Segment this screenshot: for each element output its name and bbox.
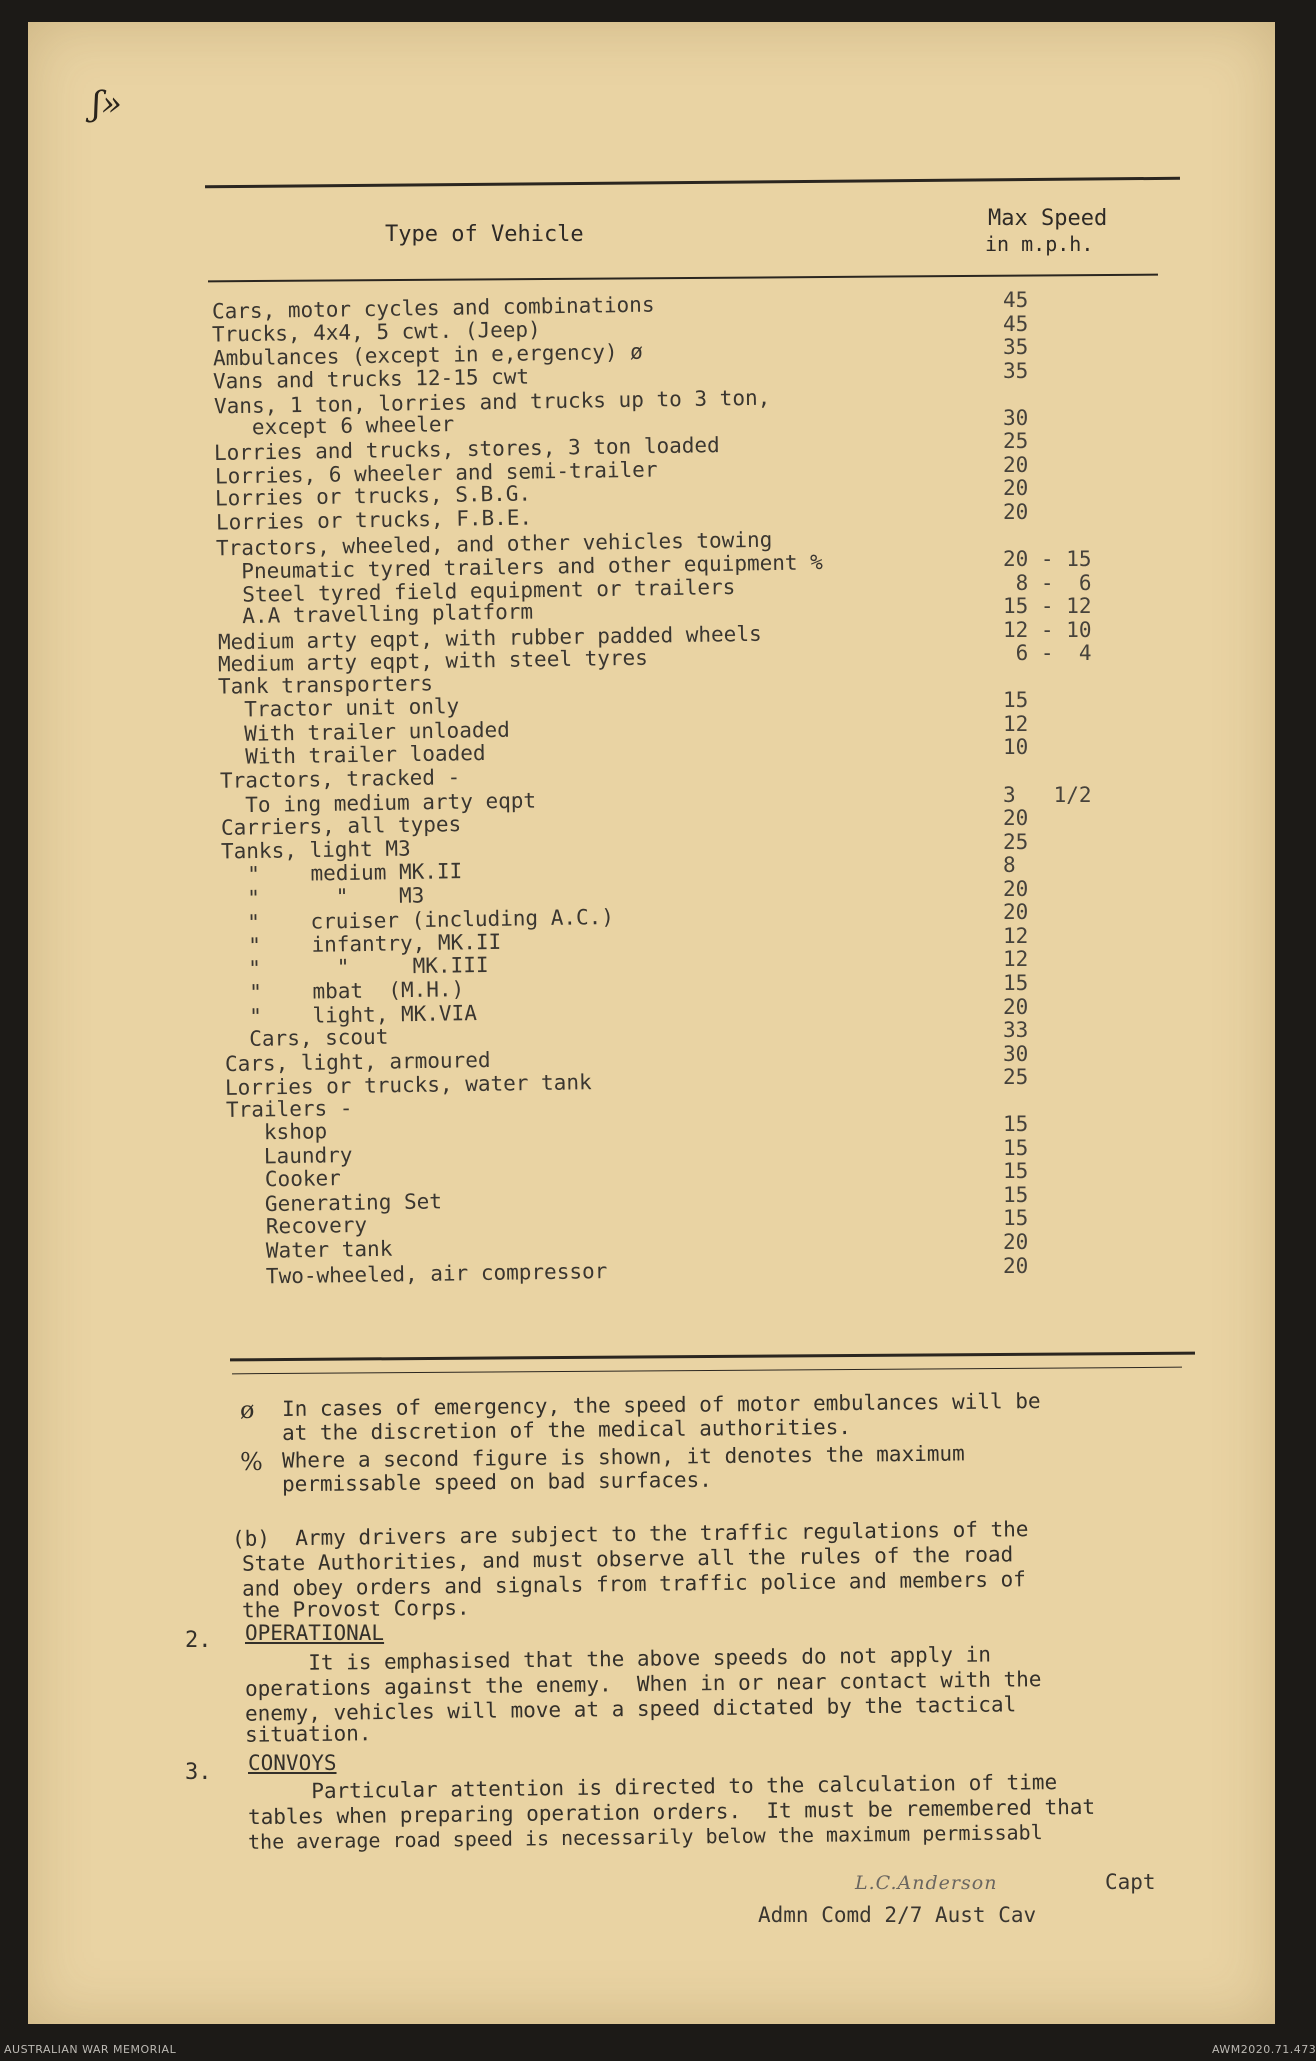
vehicle-type-cell: " " M3 bbox=[221, 883, 425, 911]
max-speed-cell: 25 bbox=[1003, 429, 1029, 454]
max-speed-cell: 8 bbox=[1003, 853, 1016, 878]
vehicle-type-cell: " mbat (M.H.) bbox=[223, 977, 464, 1005]
max-speed-cell: 15 bbox=[1003, 1182, 1029, 1207]
max-speed-cell: 30 bbox=[1003, 405, 1029, 430]
max-speed-cell: 15 bbox=[1003, 970, 1029, 995]
vehicle-type-cell: " light, MK.VIA bbox=[223, 1000, 478, 1029]
footer-archive-name: AUSTRALIAN WAR MEMORIAL bbox=[4, 2043, 177, 2056]
max-speed-cell: 6 - 4 bbox=[1003, 641, 1092, 666]
max-speed-cell: 20 bbox=[1003, 499, 1029, 524]
max-speed-cell: 3 1/2 bbox=[1003, 782, 1092, 807]
header-max-speed: Max Speed bbox=[988, 206, 1108, 231]
max-speed-cell: 35 bbox=[1003, 358, 1029, 383]
second-figure-note-line-1: Where a second figure is shown, it denotes the maximum bbox=[281, 1441, 965, 1473]
vehicle-type-cell: Ambulances (except in e,ergency) ø bbox=[212, 339, 643, 371]
vehicle-type-cell: " infantry, MK.II bbox=[222, 929, 502, 959]
vehicle-type-cell: Medium arty eqpt, with steel tyres bbox=[217, 645, 649, 677]
vehicle-type-cell: kshop bbox=[225, 1119, 328, 1146]
max-speed-cell: 20 bbox=[1003, 806, 1029, 831]
max-speed-cell: 20 - 15 bbox=[1003, 547, 1092, 572]
max-speed-cell: 45 bbox=[1003, 288, 1029, 312]
max-speed-cell: 12 bbox=[1003, 923, 1029, 948]
para-b-line-3: and obey orders and signals from traffic police and members of bbox=[241, 1567, 1026, 1601]
max-speed-cell: 33 bbox=[1003, 1018, 1029, 1043]
max-speed-cell: 20 bbox=[1003, 900, 1029, 925]
vehicle-type-cell: Laundry bbox=[226, 1142, 354, 1169]
footer-item-id: AWM2020.71.473 bbox=[1212, 2043, 1316, 2056]
vehicle-type-cell: Recovery bbox=[227, 1213, 367, 1240]
max-speed-cell: 25 bbox=[1003, 829, 1029, 854]
emergency-note-line-1: In cases of emergency, the speed of motor embulances will be bbox=[281, 1389, 1041, 1421]
vehicle-type-cell: except 6 wheeler bbox=[213, 411, 455, 440]
max-speed-cell: 10 bbox=[1003, 735, 1029, 760]
vehicle-type-cell: With trailer unloaded bbox=[219, 717, 511, 747]
vehicle-type-cell: Trucks, 4x4, 5 cwt. (Jeep) bbox=[212, 316, 542, 347]
section-3-line-1: Particular attention is directed to the calculation of time bbox=[247, 1770, 1058, 1804]
vehicle-type-cell: Cooker bbox=[226, 1166, 341, 1193]
section-3-number: 3. bbox=[185, 1760, 212, 1785]
vehicle-type-cell: Tractors, tracked - bbox=[219, 765, 461, 793]
max-speed-cell: 12 bbox=[1003, 947, 1029, 972]
vehicle-type-cell: Lorries, 6 wheeler and semi-trailer bbox=[214, 457, 658, 489]
vehicle-type-cell: " cruiser (including A.C.) bbox=[222, 905, 615, 936]
vehicle-type-cell: A.A travelling platform bbox=[217, 599, 534, 629]
max-speed-cell: 15 bbox=[1003, 1159, 1029, 1184]
vehicle-type-cell: Lorries and trucks, stores, 3 ton loaded bbox=[214, 433, 721, 466]
second-figure-note-line-2: permissable speed on bad surfaces. bbox=[281, 1467, 712, 1497]
corner-handwritten-mark: ʃ» bbox=[92, 84, 123, 124]
max-speed-cell: 15 bbox=[1003, 1135, 1029, 1160]
vehicle-type-cell: Tractors, wheeled, and other vehicles towing bbox=[215, 527, 773, 560]
vehicle-type-cell: With trailer loaded bbox=[219, 741, 486, 770]
vehicle-type-cell: " " MK.III bbox=[223, 953, 489, 982]
vehicle-type-cell: Generating Set bbox=[227, 1189, 443, 1217]
max-speed-cell: 15 bbox=[1003, 1112, 1029, 1137]
vehicle-type-cell: Steel tyred field equipment or trailers bbox=[216, 574, 736, 607]
section-3-line-3: the average road speed is necessarily below the maximum permissabl bbox=[247, 1820, 1043, 1854]
vehicle-type-cell: Vans, 1 ton, lorries and trucks up to 3 ton, bbox=[213, 385, 771, 419]
max-speed-cell: 15 - 12 bbox=[1003, 594, 1092, 619]
vehicle-type-cell: Lorries or trucks, F.B.E. bbox=[215, 505, 532, 535]
section-2-line-2: operations against the enemy. When in or near contact with the bbox=[244, 1667, 1042, 1701]
max-speed-cell: 12 - 10 bbox=[1003, 617, 1092, 642]
vehicle-type-cell: Cars, motor cycles and combinations bbox=[211, 292, 655, 324]
max-speed-cell: 45 bbox=[1003, 311, 1029, 336]
max-speed-cell: 20 bbox=[1003, 476, 1029, 501]
vehicle-type-cell: Tractor unit only bbox=[218, 694, 460, 723]
emergency-note-symbol: ø bbox=[240, 1396, 255, 1424]
vehicle-type-cell: Tank transporters bbox=[218, 671, 434, 699]
header-type-of-vehicle: Type of Vehicle bbox=[385, 222, 584, 247]
max-speed-cell: 25 bbox=[1003, 1065, 1029, 1090]
max-speed-cell: 20 bbox=[1003, 1230, 1029, 1254]
signature: L.C.Anderson bbox=[855, 1872, 998, 1894]
section-3-heading: CONVOYS bbox=[248, 1751, 337, 1775]
max-speed-cell: 30 bbox=[1003, 1041, 1029, 1066]
vehicle-type-cell: Medium arty eqpt, with rubber padded wheels bbox=[217, 621, 762, 654]
vehicle-type-cell: Two-wheeled, air compressor bbox=[228, 1258, 608, 1289]
section-2-number: 2. bbox=[185, 1628, 212, 1653]
max-speed-cell: 20 bbox=[1003, 452, 1029, 477]
vehicle-type-cell: Water tank bbox=[227, 1236, 393, 1264]
vehicle-type-cell: Pneumatic tyred trailers and other equipment % bbox=[216, 550, 824, 584]
vehicle-type-cell: Cars, light, armoured bbox=[224, 1047, 491, 1076]
max-speed-cell: 35 bbox=[1003, 335, 1029, 360]
para-b-line-2: State Authorities, and must observe all the rules of the road bbox=[241, 1542, 1014, 1576]
section-2-line-4: situation. bbox=[244, 1721, 372, 1747]
max-speed-cell: 15 bbox=[1003, 688, 1029, 713]
para-b-line-4: the Provost Corps. bbox=[241, 1595, 470, 1623]
max-speed-cell: 12 bbox=[1003, 711, 1029, 736]
vehicle-type-cell: Lorries or trucks, S.B.G. bbox=[215, 481, 532, 511]
section-3-line-2: tables when preparing operation orders. It must be remembered that bbox=[247, 1794, 1096, 1830]
vehicle-type-cell: Trailers - bbox=[225, 1095, 353, 1122]
max-speed-cell: 20 bbox=[1003, 994, 1029, 1019]
max-speed-cell: 15 bbox=[1003, 1206, 1029, 1231]
vehicle-type-cell: To ing medium arty eqpt bbox=[220, 788, 537, 818]
max-speed-cell: 8 - 6 bbox=[1003, 570, 1092, 595]
section-2-line-1: It is emphasised that the above speeds do not apply in bbox=[244, 1642, 992, 1676]
emergency-note-line-2: at the discretion of the medical authorities. bbox=[281, 1415, 852, 1445]
vehicle-type-cell: Tanks, light M3 bbox=[221, 836, 412, 864]
vehicle-type-cell: Lorries or trucks, water tank bbox=[225, 1070, 593, 1101]
vehicle-type-cell: Vans and trucks 12-15 cwt bbox=[213, 364, 530, 394]
section-2-line-3: enemy, vehicles will move at a speed dictated by the tactical bbox=[244, 1692, 1017, 1726]
header-in-mph: in m.p.h. bbox=[985, 232, 1094, 256]
para-b-line-1: (b) Army drivers are subject to the traffic regulations of the bbox=[231, 1517, 1029, 1551]
max-speed-cell: 20 bbox=[1003, 1253, 1029, 1278]
second-figure-note-symbol: % bbox=[240, 1448, 263, 1476]
signature-rank: Capt bbox=[1105, 1870, 1156, 1894]
section-2-heading: OPERATIONAL bbox=[245, 1621, 385, 1645]
vehicle-type-cell: Carriers, all types bbox=[220, 812, 462, 840]
vehicle-type-cell: Cars, scout bbox=[224, 1024, 389, 1052]
signature-title: Admn Comd 2/7 Aust Cav bbox=[758, 1903, 1037, 1927]
vehicle-type-cell: " medium MK.II bbox=[221, 859, 462, 888]
max-speed-cell: 20 bbox=[1003, 876, 1029, 901]
